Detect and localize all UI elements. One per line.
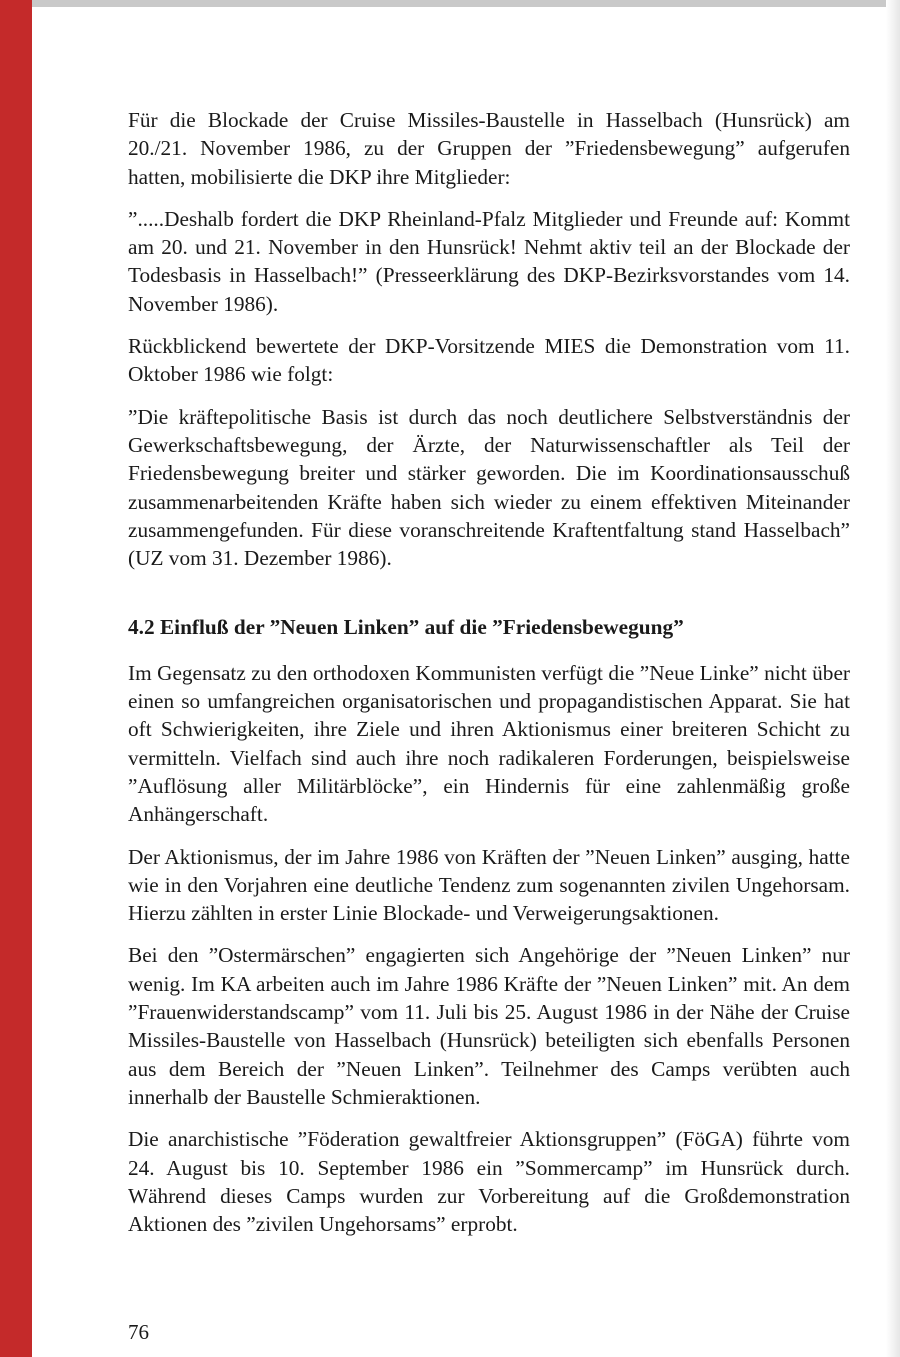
right-edge-shadow [886,0,900,1357]
section-heading: 4.2 Einfluß der ”Neuen Linken” auf die ”Friedensbewegung” [128,615,684,640]
red-page-edge [0,0,32,1357]
page-body [128,106,850,1252]
top-edge-shadow [0,0,890,7]
paragraph-dkp-quote: ”.....Deshalb fordert die DKP Rheinland-Pfalz Mitglieder und Freunde auf: Kommt am 20. und 21. November in den Hunsrück! Nehmt aktiv teil an der Blockade der Todesbasis in Hasselbach!” (Presseerklärung des DKP-Bezirksvorstandes vom 14. November 1986). [128,206,850,316]
page-number: 76 [128,1320,149,1344]
paragraph-ostermaersche: Bei den ”Ostermärschen” engagierten sich Angehörige der ”Neuen Linken” nur wenig. Im KA arbeiten auch im Jahre 1986 Kräfte der ”Neuen Linken” mit. An dem ”Frauenwiderstandscamp” vom 11. Juli bis 25. August 1986 in der Nähe der Cruise Missiles-Baustelle von Hasselbach (Hunsrück) beteiligten sich ebenfalls Personen aus dem Bereich der ”Neuen Linken”. Teilnehmer des Camps verübten auch innerhalb der Baustelle Schmieraktionen. [128,943,850,1109]
paragraph-foega: Die anarchistische ”Föderation gewaltfreier Aktionsgruppen” (FöGA) führte vom 24. August bis 10. September 1986 ein ”Sommercamp” im Hunsrück durch. Während dieses Camps wurden zur Vorbereitung auf die Großdemonstration Aktionen des ”zivilen Ungehorsams” erprobt. [128,1127,850,1237]
paragraph-neue-linke-apparatus: Im Gegensatz zu den orthodoxen Kommunisten verfügt die ”Neue Linke” nicht über einen so umfangreichen organisatorischen und propagandistischen Apparat. Sie hat oft Schwierigkeiten, ihre Ziele und ihren Aktionismus einer breiteren Schicht zu vermitteln. Vielfach sind auch ihre noch radikaleren Forderungen, beispielsweise ”Auflösung aller Militärblöcke”, ein Hindernis für eine zahlenmäßig große Anhängerschaft. [128,660,850,827]
paragraph-mies-retrospective: Rückblickend bewertete der DKP-Vorsitzende MIES die Demonstration vom 11. Oktober 1986 wie folgt: [128,334,850,387]
paragraph-aktionismus: Der Aktionismus, der im Jahre 1986 von Kräften der ”Neuen Linken” ausging, hatte wie in den Vorjahren eine deutliche Tendenz zum sogenannten zivilen Ungehorsam. Hierzu zählten in erster Linie Blockade- und Verweigerungsaktionen. [128,844,850,926]
paragraph-mies-quote: ”Die kräftepolitische Basis ist durch das noch deutlichere Selbstverständnis der Gewerkschaftsbewegung, der Ärzte, der Naturwissenschaftler als Teil der Friedensbewegung breiter und stärker geworden. Die im Koordinationsausschuß zusammenarbeitenden Kräfte haben sich wieder zu einem effektiven Miteinander zusammengefunden. Für diese voranschreitende Kraftentfaltung stand Hasselbach” (UZ vom 31. Dezember 1986). [128,404,850,571]
paragraph-blockade-intro: Für die Blockade der Cruise Missiles-Baustelle in Hasselbach (Hunsrück) am 20./21. November 1986, zu der Gruppen der ”Friedensbewegung” aufgerufen hatten, mobilisierte die DKP ihre Mitglieder: [128,108,850,189]
